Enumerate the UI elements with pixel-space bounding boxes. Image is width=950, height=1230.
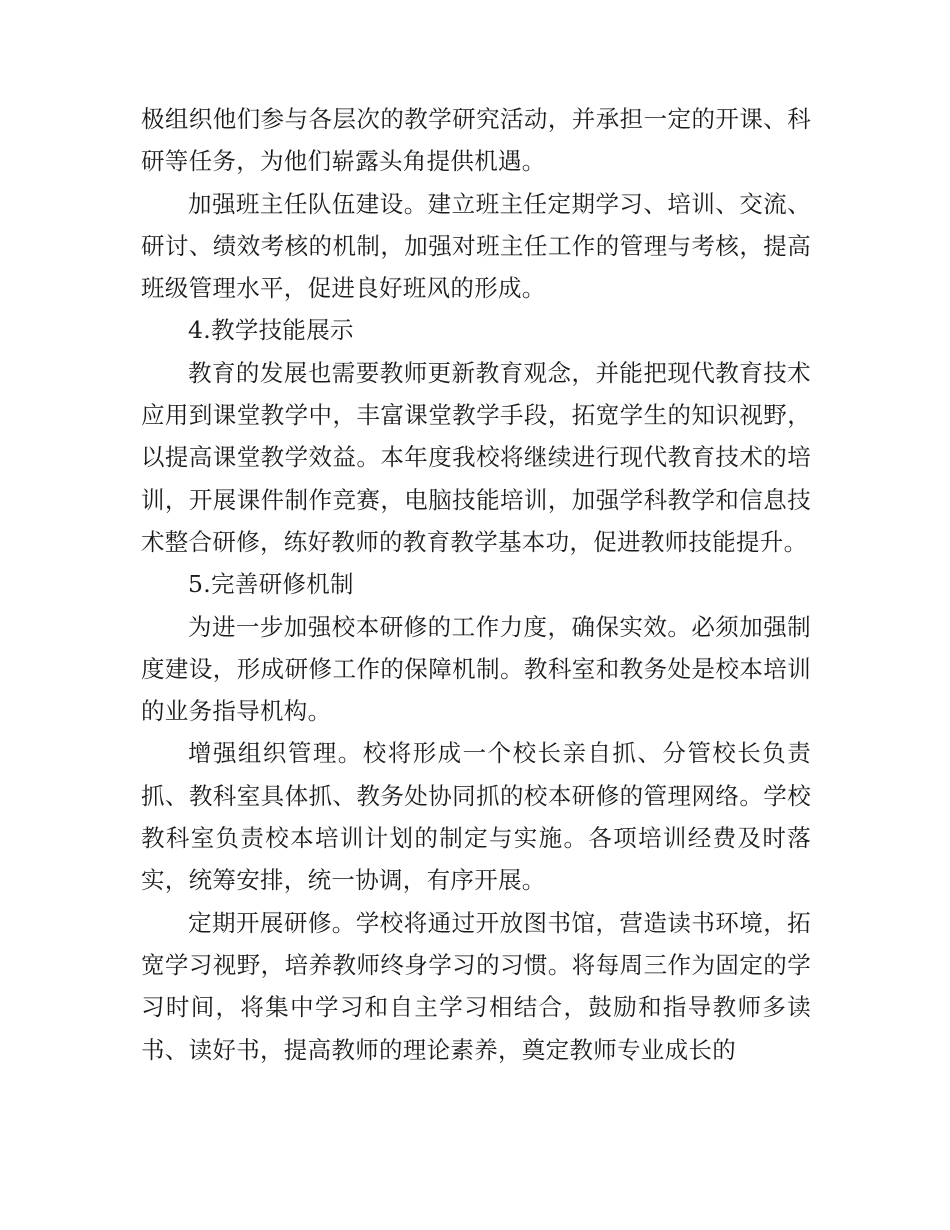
document-body [141,98,811,1071]
paragraph-regular-research: 定期开展研修。学校将通过开放图书馆，营造读书环境，拓宽学习视野，培养教师终身学习的习惯。将每周三作为固定的学习时间，将集中学习和自主学习相结合，鼓励和指导教师多读书、读好书，提高教师的理论素养，奠定教师专业成长的 [141,908,811,1064]
paragraph-continued: 极组织他们参与各层次的教学研究活动，并承担一定的开课、科研等任务，为他们崭露头角提供机遇。 [141,105,811,176]
section-heading-research-mechanism: 5.完善研修机制 [188,570,354,599]
paragraph-class-teacher: 加强班主任队伍建设。建立班主任定期学习、培训、交流、研讨、绩效考核的机制，加强对班主任工作的管理与考核，提高班级管理水平，促进良好班风的形成。 [141,189,811,303]
paragraph-teaching-skills: 教育的发展也需要教师更新教育观念，并能把现代教育技术应用到课堂教学中，丰富课堂教学手段，拓宽学生的知识视野，以提高课堂教学效益。本年度我校将继续进行现代教育技术的培训，开展课件制作竞赛，电脑技能培训，加强学科教学和信息技术整合研修，练好教师的教育教学基本功，促进教师技能提升。 [141,358,811,556]
paragraph-organization-management: 增强组织管理。校将形成一个校长亲自抓、分管校长负责抓、教科室具体抓、教务处协同抓的校本研修的管理网络。学校教科室负责校本培训计划的制定与实施。各项培训经费及时落实，统筹安排，统一协调，有序开展。 [141,739,811,895]
paragraph-research-mechanism: 为进一步加强校本研修的工作力度，确保实效。必须加强制度建设，形成研修工作的保障机制。教科室和教务处是校本培训的业务指导机构。 [141,612,811,726]
section-heading-teaching-skills: 4.教学技能展示 [188,316,354,345]
